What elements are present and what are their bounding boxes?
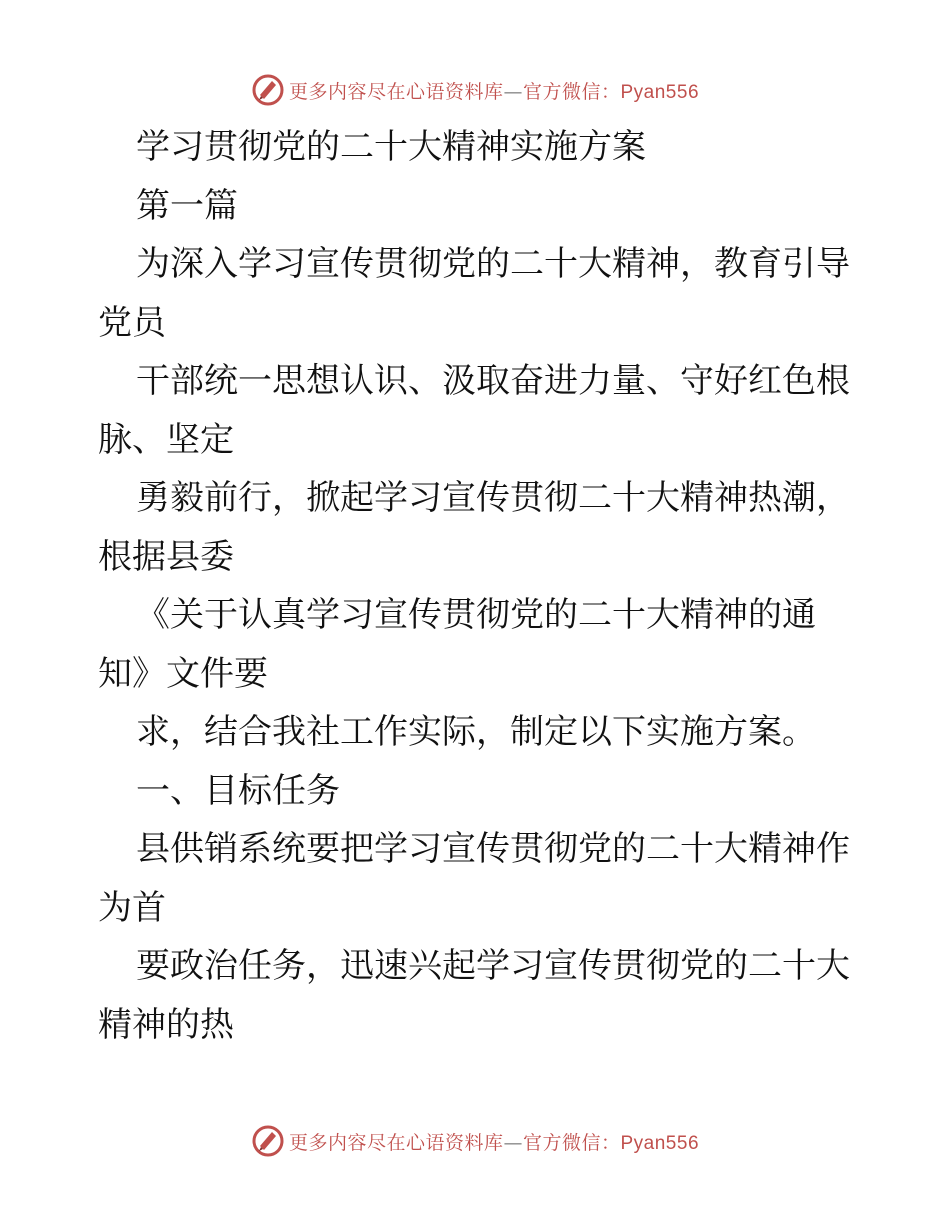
text-line: 根据县委 — [98, 536, 234, 577]
text-line: 干部统一思想认识、汲取奋进力量、守好红色根 — [136, 361, 850, 401]
footer-watermark — [0, 1121, 950, 1161]
text-line: 为首 — [98, 887, 166, 928]
text-line: 一、目标任务 — [136, 770, 340, 811]
text-line: 精神的热 — [98, 1004, 234, 1045]
text-line: 《关于认真学习宣传贯彻党的二十大精神的通 — [136, 595, 816, 635]
text-line: 为深入学习宣传贯彻党的二十大精神，教育引导 — [136, 244, 850, 284]
watermark-text: 更多内容尽在心语资料库—官方微信：Pyan556 — [288, 80, 700, 103]
text-line: 党员 — [98, 302, 166, 343]
document-body — [98, 118, 858, 1054]
text-line: 第一篇 — [136, 185, 238, 226]
text-line: 勇毅前行，掀起学习宣传贯彻二十大精神热潮， — [136, 478, 850, 518]
text-line: 县供销系统要把学习宣传贯彻党的二十大精神作 — [136, 829, 850, 869]
text-line: 求，结合我社工作实际，制定以下实施方案。 — [136, 712, 816, 752]
text-line: 学习贯彻党的二十大精神实施方案 — [136, 127, 646, 167]
watermark-text: 更多内容尽在心语资料库—官方微信：Pyan556 — [288, 1131, 700, 1154]
logo-icon — [251, 73, 285, 107]
text-line: 要政治任务，迅速兴起学习宣传贯彻党的二十大 — [136, 946, 850, 986]
text-line: 知》文件要 — [98, 653, 268, 694]
logo-icon — [251, 1124, 285, 1158]
header-watermark — [0, 70, 950, 110]
text-line: 脉、坚定 — [98, 419, 234, 460]
